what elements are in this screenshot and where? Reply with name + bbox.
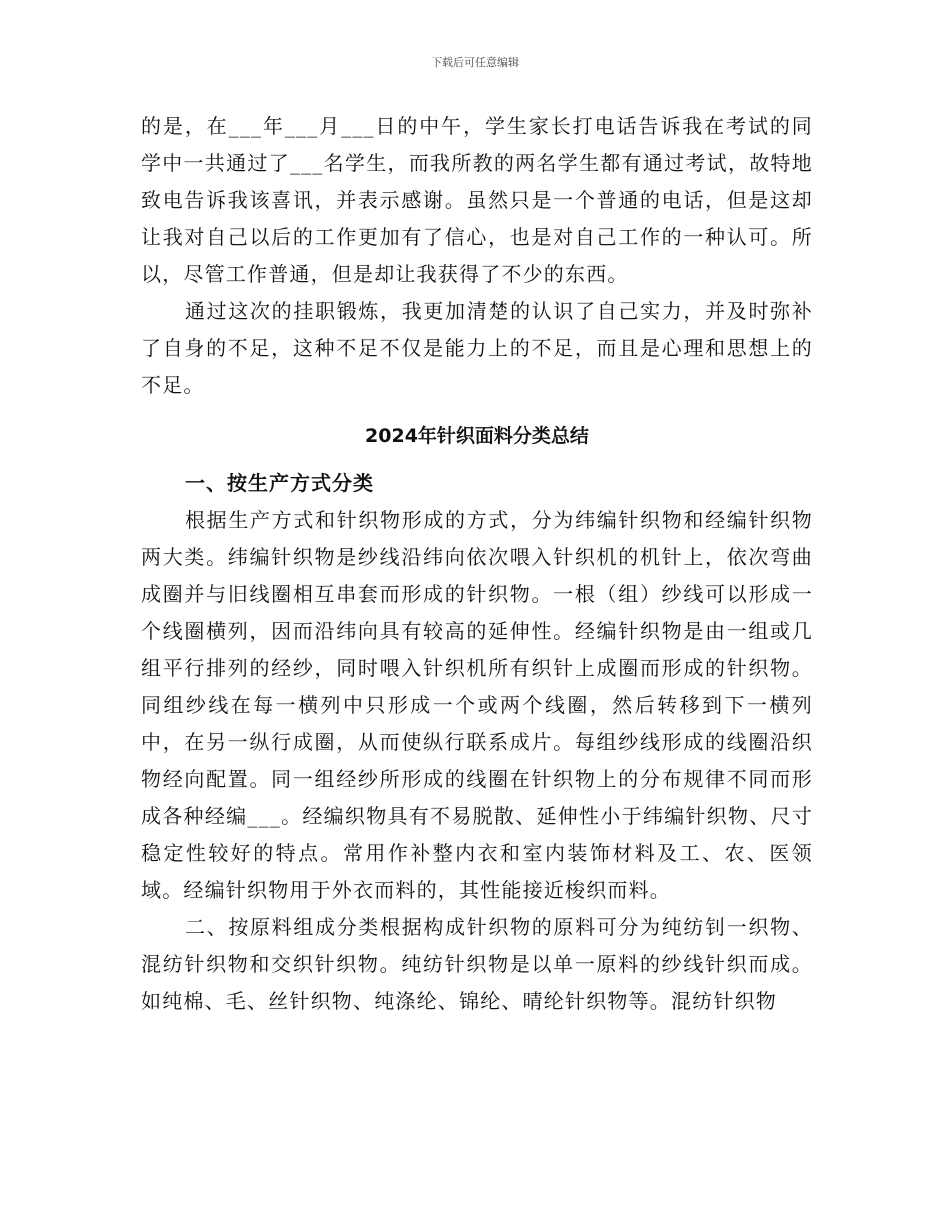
paragraph-3: 根据生产方式和针织物形成的方式，分为纬编针织物和经编针织物两大类。纬编针织物是纱线沿纬向依次喂入针织机的机针上，依次弯曲成圈并与旧线圈相互串套而形成的针织物。一根（组）纱线可以形成一个线圈横列，因而沿纬向具有较高的延伸性。经编针织物是由一组或几组平行排列的经纱，同时喂入针织机所有织针上成圈而形成的针织物。同组纱线在每一横列中只形成一个或两个线圈，然后转移到下一横列中，在另一纵行成圈，从而使纵行联系成片。每组纱线形成的线圈沿织物经向配置。同一组经纱所形成的线圈在针织物上的分布规律不同而形成各种经编___。经编织物具有不易脱散、延伸性小于纬编针织物、尺寸稳定性较好的特点。常用作补整内衣和室内装饰材料及工、农、医领域。经编针织物用于外衣而料的，其性能接近梭织而料。 <box>141 508 813 902</box>
paragraph-4: 二、按原料组成分类根据构成针织物的原料可分为纯纺钊一织物、混纺针织物和交织针织物。纯纺针织物是以单一原料的纱线针织而成。如纯棉、毛、丝针织物、纯涤纶、锦纶、晴纶针织物等。混纺针织物 <box>141 915 813 1013</box>
section-heading-1: 一、按生产方式分类 <box>185 471 374 495</box>
paragraph-2: 通过这次的挂职锻炼，我更加清楚的认识了自己实力，并及时弥补了自身的不足，这种不足不仅是能力上的不足，而且是心理和思想上的不足。 <box>141 299 813 397</box>
page-header: 下载后可任意编辑 <box>431 56 519 69</box>
document-title: 2024年针织面料分类总结 <box>365 425 589 447</box>
document-body <box>141 108 813 1020</box>
paragraph-1: 的是，在___年___月___日的中午，学生家长打电话告诉我在考试的同学中一共通过了___名学生，而我所教的两名学生都有通过考试，故特地致电告诉我该喜讯，并表示感谢。虽然只是一个普通的电话，但是这却让我对自己以后的工作更加有了信心，也是对自己工作的一种认可。所以，尽管工作普通，但是却让我获得了不少的东西。 <box>141 114 813 286</box>
